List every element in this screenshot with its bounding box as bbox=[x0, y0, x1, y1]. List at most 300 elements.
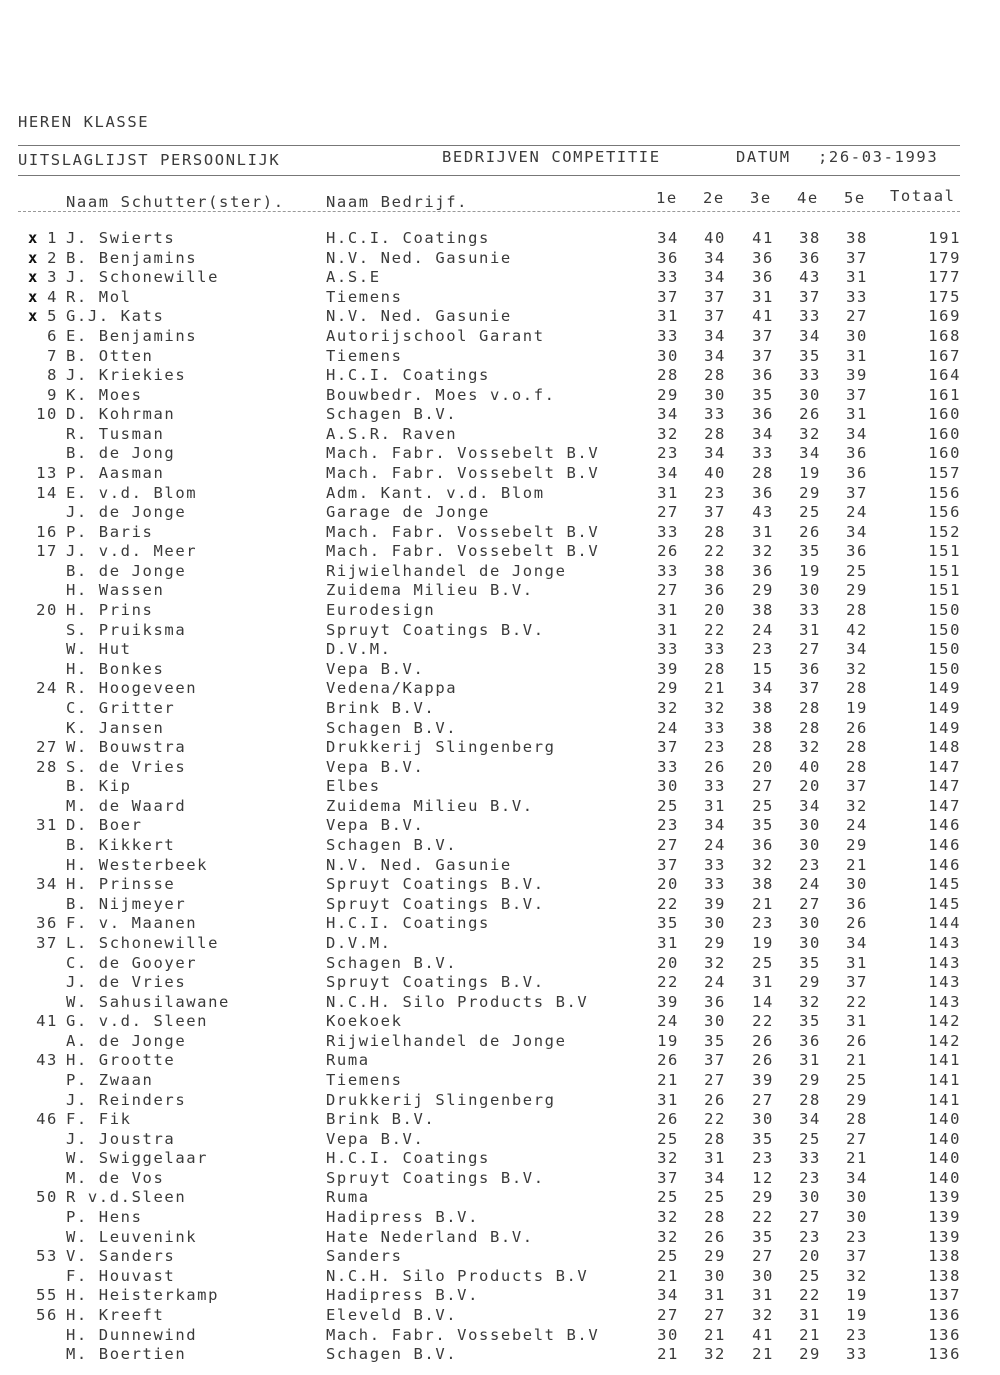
score-round-1: 32 bbox=[657, 698, 679, 717]
rank-number: 27 bbox=[36, 738, 58, 757]
shooter-name: J. Swierts bbox=[66, 229, 176, 247]
company-name: Vepa B.V. bbox=[326, 816, 425, 835]
score-round-1: 32 bbox=[657, 1208, 679, 1226]
score-round-4: 31 bbox=[799, 1305, 821, 1324]
score-total: 149 bbox=[928, 679, 961, 698]
score-round-1: 33 bbox=[657, 561, 679, 580]
table-row bbox=[0, 1326, 1000, 1346]
table-row bbox=[0, 386, 1000, 406]
shooter-name: J. Schonewille bbox=[66, 268, 220, 287]
shooter-name: D. Kohrman bbox=[66, 405, 176, 424]
shooter-name: S. Pruiksma bbox=[66, 620, 187, 639]
score-total: 145 bbox=[928, 894, 961, 913]
company-name: Ruma bbox=[326, 1051, 370, 1070]
score-round-1: 20 bbox=[657, 953, 679, 972]
rank-number: 6 bbox=[47, 326, 58, 345]
score-round-5: 36 bbox=[846, 444, 868, 463]
shooter-name: J. de Jonge bbox=[66, 503, 187, 522]
score-round-3: 25 bbox=[752, 953, 774, 972]
score-round-1: 30 bbox=[657, 1325, 679, 1344]
company-name: N.V. Ned. Gasunie bbox=[326, 855, 512, 874]
score-round-2: 20 bbox=[704, 601, 726, 619]
score-round-4: 31 bbox=[799, 1051, 821, 1070]
table-row bbox=[0, 1051, 1000, 1071]
rank-number: 55 bbox=[36, 1286, 58, 1305]
score-total: 139 bbox=[928, 1188, 961, 1207]
score-round-2: 23 bbox=[704, 483, 726, 502]
shooter-name: H. Dunnewind bbox=[66, 1325, 198, 1344]
table-row bbox=[0, 288, 1000, 308]
score-round-1: 31 bbox=[657, 933, 679, 952]
score-round-3: 21 bbox=[752, 894, 774, 913]
score-round-3: 41 bbox=[752, 1325, 774, 1344]
table-row bbox=[0, 758, 1000, 778]
company-name: Sanders bbox=[326, 1247, 403, 1266]
score-round-2: 25 bbox=[704, 1188, 726, 1207]
score-round-3: 35 bbox=[752, 816, 774, 835]
table-row bbox=[0, 1149, 1000, 1169]
score-round-5: 36 bbox=[846, 542, 868, 561]
score-total: 142 bbox=[928, 1012, 961, 1031]
table-row bbox=[0, 719, 1000, 739]
score-round-5: 34 bbox=[846, 640, 868, 659]
table-row bbox=[0, 601, 1000, 621]
company-name: Spruyt Coatings B.V. bbox=[326, 620, 545, 639]
score-round-2: 32 bbox=[704, 953, 726, 972]
score-round-4: 20 bbox=[799, 777, 821, 796]
column-header-rule bbox=[18, 211, 960, 212]
rank-number: 28 bbox=[36, 757, 58, 776]
score-round-1: 33 bbox=[657, 522, 679, 541]
table-row bbox=[0, 856, 1000, 876]
table-row bbox=[0, 405, 1000, 425]
company-name: Schagen B.V. bbox=[326, 405, 458, 424]
score-total: 147 bbox=[928, 796, 961, 815]
score-round-3: 32 bbox=[752, 542, 774, 561]
rank-number: 41 bbox=[36, 1012, 58, 1031]
score-round-5: 28 bbox=[846, 757, 868, 776]
score-round-2: 28 bbox=[704, 424, 726, 443]
score-round-2: 36 bbox=[704, 992, 726, 1011]
company-name: Spruyt Coatings B.V. bbox=[326, 973, 545, 991]
score-round-5: 37 bbox=[846, 248, 868, 267]
score-round-1: 29 bbox=[657, 679, 679, 698]
shooter-name: R. Hoogeveen bbox=[66, 679, 198, 698]
company-name: H.C.I. Coatings bbox=[326, 366, 490, 385]
score-round-1: 19 bbox=[657, 1031, 679, 1050]
shooter-name: B. Kip bbox=[66, 777, 132, 796]
shooter-name: V. Sanders bbox=[66, 1247, 176, 1266]
score-round-1: 21 bbox=[657, 1266, 679, 1285]
score-round-5: 34 bbox=[846, 1168, 868, 1187]
table-row bbox=[0, 895, 1000, 915]
score-round-3: 39 bbox=[752, 1070, 774, 1089]
score-round-4: 33 bbox=[799, 601, 821, 619]
score-round-2: 32 bbox=[704, 698, 726, 717]
table-row bbox=[0, 425, 1000, 445]
score-round-4: 38 bbox=[799, 229, 821, 247]
score-round-4: 35 bbox=[799, 1012, 821, 1031]
score-total: 146 bbox=[928, 855, 961, 874]
score-round-2: 30 bbox=[704, 1266, 726, 1285]
score-round-4: 24 bbox=[799, 875, 821, 894]
score-round-2: 39 bbox=[704, 894, 726, 913]
company-name: Schagen B.V. bbox=[326, 953, 458, 972]
score-total: 149 bbox=[928, 698, 961, 717]
score-round-4: 35 bbox=[799, 542, 821, 561]
company-name: D.V.M. bbox=[326, 933, 392, 952]
rank-number: 16 bbox=[36, 522, 58, 541]
score-round-3: 38 bbox=[752, 698, 774, 717]
rank-number: 13 bbox=[36, 464, 58, 482]
score-round-5: 28 bbox=[846, 601, 868, 619]
score-round-3: 22 bbox=[752, 1012, 774, 1031]
score-round-1: 37 bbox=[657, 287, 679, 306]
score-total: 160 bbox=[928, 424, 961, 443]
score-round-2: 38 bbox=[704, 561, 726, 580]
score-round-4: 30 bbox=[799, 816, 821, 835]
company-name: Mach. Fabr. Vossebelt B.V bbox=[326, 522, 600, 541]
score-round-1: 27 bbox=[657, 836, 679, 854]
score-round-4: 34 bbox=[799, 1110, 821, 1129]
score-round-2: 24 bbox=[704, 836, 726, 854]
score-round-5: 37 bbox=[846, 385, 868, 404]
company-name: Schagen B.V. bbox=[326, 836, 458, 854]
shooter-name: C. de Gooyer bbox=[66, 953, 198, 972]
score-round-3: 20 bbox=[752, 757, 774, 776]
shooter-name: C. Gritter bbox=[66, 698, 176, 717]
score-round-1: 23 bbox=[657, 444, 679, 463]
score-round-1: 32 bbox=[657, 1149, 679, 1168]
score-total: 150 bbox=[928, 601, 961, 619]
table-row bbox=[0, 797, 1000, 817]
score-round-5: 32 bbox=[846, 659, 868, 678]
score-round-2: 26 bbox=[704, 757, 726, 776]
list-title: UITSLAGLIJST PERSOONLIJK bbox=[18, 151, 281, 169]
score-total: 143 bbox=[928, 953, 961, 972]
shooter-name: M. Boertien bbox=[66, 1345, 187, 1364]
score-round-4: 32 bbox=[799, 992, 821, 1011]
score-total: 164 bbox=[928, 366, 961, 385]
score-round-3: 35 bbox=[752, 385, 774, 404]
score-round-5: 24 bbox=[846, 816, 868, 835]
competition-title: BEDRIJVEN COMPETITIE bbox=[442, 148, 661, 166]
table-row bbox=[0, 934, 1000, 954]
table-row bbox=[0, 484, 1000, 504]
company-name: Schagen B.V. bbox=[326, 718, 458, 737]
score-round-1: 34 bbox=[657, 405, 679, 424]
company-name: Spruyt Coatings B.V. bbox=[326, 1168, 545, 1187]
rank-mark: x bbox=[28, 268, 39, 287]
date-value: ;26-03-1993 bbox=[818, 148, 939, 166]
company-name: Zuidema Milieu B.V. bbox=[326, 796, 534, 815]
score-round-2: 31 bbox=[704, 1286, 726, 1305]
score-round-5: 30 bbox=[846, 875, 868, 894]
shooter-name: J. Joustra bbox=[66, 1129, 176, 1148]
score-round-3: 36 bbox=[752, 561, 774, 580]
score-round-2: 33 bbox=[704, 777, 726, 796]
score-total: 179 bbox=[928, 248, 961, 267]
score-round-5: 30 bbox=[846, 1208, 868, 1226]
company-name: Vepa B.V. bbox=[326, 1129, 425, 1148]
score-round-4: 33 bbox=[799, 366, 821, 385]
score-round-1: 27 bbox=[657, 1305, 679, 1324]
score-round-3: 28 bbox=[752, 738, 774, 757]
table-row bbox=[0, 562, 1000, 582]
score-total: 156 bbox=[928, 483, 961, 502]
table-row bbox=[0, 914, 1000, 934]
score-round-3: 26 bbox=[752, 1051, 774, 1070]
score-round-3: 36 bbox=[752, 366, 774, 385]
score-total: 150 bbox=[928, 620, 961, 639]
score-round-4: 36 bbox=[799, 659, 821, 678]
score-round-5: 33 bbox=[846, 1345, 868, 1364]
score-total: 140 bbox=[928, 1110, 961, 1129]
table-row bbox=[0, 660, 1000, 680]
score-round-4: 30 bbox=[799, 1188, 821, 1207]
table-row bbox=[0, 621, 1000, 641]
shooter-name: R v.d.Sleen bbox=[66, 1188, 187, 1207]
table-row bbox=[0, 777, 1000, 797]
company-name: Brink B.V. bbox=[326, 1110, 436, 1129]
score-round-5: 27 bbox=[846, 1129, 868, 1148]
shooter-name: G.J. Kats bbox=[66, 307, 165, 326]
score-round-3: 23 bbox=[752, 1149, 774, 1168]
score-round-3: 21 bbox=[752, 1345, 774, 1364]
score-round-4: 30 bbox=[799, 385, 821, 404]
company-name: Tiemens bbox=[326, 1070, 403, 1089]
score-round-4: 19 bbox=[799, 561, 821, 580]
score-round-3: 15 bbox=[752, 659, 774, 678]
score-round-4: 19 bbox=[799, 464, 821, 482]
shooter-name: H. Wassen bbox=[66, 581, 165, 600]
shooter-name: K. Moes bbox=[66, 385, 143, 404]
shooter-name: B. Otten bbox=[66, 346, 154, 365]
table-row bbox=[0, 1012, 1000, 1032]
score-total: 145 bbox=[928, 875, 961, 894]
score-round-4: 31 bbox=[799, 620, 821, 639]
score-round-5: 37 bbox=[846, 973, 868, 991]
score-total: 143 bbox=[928, 973, 961, 991]
score-round-3: 27 bbox=[752, 777, 774, 796]
score-round-5: 34 bbox=[846, 522, 868, 541]
table-row bbox=[0, 542, 1000, 562]
score-round-3: 34 bbox=[752, 424, 774, 443]
company-name: Garage de Jonge bbox=[326, 503, 490, 522]
score-round-3: 36 bbox=[752, 248, 774, 267]
score-round-1: 29 bbox=[657, 385, 679, 404]
company-name: Ruma bbox=[326, 1188, 370, 1207]
company-name: N.C.H. Silo Products B.V bbox=[326, 1266, 589, 1285]
score-round-5: 30 bbox=[846, 326, 868, 345]
shooter-name: J. Kriekies bbox=[66, 366, 187, 385]
company-name: H.C.I. Coatings bbox=[326, 1149, 490, 1168]
shooter-name: F. v. Maanen bbox=[66, 914, 198, 933]
company-name: N.C.H. Silo Products B.V bbox=[326, 992, 589, 1011]
table-row bbox=[0, 875, 1000, 895]
company-name: N.V. Ned. Gasunie bbox=[326, 248, 512, 267]
score-round-4: 40 bbox=[799, 757, 821, 776]
shooter-name: B. Nijmeyer bbox=[66, 894, 187, 913]
score-round-4: 33 bbox=[799, 1149, 821, 1168]
score-round-5: 22 bbox=[846, 992, 868, 1011]
company-name: Vepa B.V. bbox=[326, 659, 425, 678]
score-round-1: 22 bbox=[657, 973, 679, 991]
score-total: 137 bbox=[928, 1286, 961, 1305]
table-row bbox=[0, 1110, 1000, 1130]
score-round-4: 27 bbox=[799, 1208, 821, 1226]
column-header-round-4: 4e bbox=[797, 189, 819, 207]
score-round-2: 33 bbox=[704, 640, 726, 659]
table-row bbox=[0, 307, 1000, 327]
table-row bbox=[0, 327, 1000, 347]
table-row bbox=[0, 993, 1000, 1013]
table-row bbox=[0, 1091, 1000, 1111]
company-name: Tiemens bbox=[326, 346, 403, 365]
score-round-5: 39 bbox=[846, 366, 868, 385]
shooter-name: H. Bonkes bbox=[66, 659, 165, 678]
score-round-1: 34 bbox=[657, 229, 679, 247]
score-round-1: 32 bbox=[657, 424, 679, 443]
shooter-name: A. de Jonge bbox=[66, 1031, 187, 1050]
score-round-3: 35 bbox=[752, 1129, 774, 1148]
company-name: Mach. Fabr. Vossebelt B.V bbox=[326, 542, 600, 561]
shooter-name: R. Tusman bbox=[66, 424, 165, 443]
score-round-1: 34 bbox=[657, 464, 679, 482]
score-round-5: 28 bbox=[846, 679, 868, 698]
score-round-1: 25 bbox=[657, 1247, 679, 1266]
score-round-3: 29 bbox=[752, 581, 774, 600]
score-round-2: 30 bbox=[704, 1012, 726, 1031]
score-round-5: 31 bbox=[846, 953, 868, 972]
table-row bbox=[0, 1228, 1000, 1248]
score-round-5: 32 bbox=[846, 1266, 868, 1285]
score-round-5: 23 bbox=[846, 1227, 868, 1246]
score-round-2: 33 bbox=[704, 875, 726, 894]
rank-number: 34 bbox=[36, 875, 58, 894]
score-round-4: 23 bbox=[799, 855, 821, 874]
rank-number: 31 bbox=[36, 816, 58, 835]
score-round-2: 34 bbox=[704, 346, 726, 365]
score-round-5: 24 bbox=[846, 503, 868, 522]
score-round-2: 32 bbox=[704, 1345, 726, 1364]
table-row bbox=[0, 1071, 1000, 1091]
score-round-3: 33 bbox=[752, 444, 774, 463]
score-round-5: 31 bbox=[846, 346, 868, 365]
rank-number: 50 bbox=[36, 1188, 58, 1207]
shooter-name: P. Hens bbox=[66, 1208, 143, 1226]
rank-number: 17 bbox=[36, 542, 58, 561]
table-row bbox=[0, 816, 1000, 836]
score-total: 136 bbox=[928, 1325, 961, 1344]
score-round-5: 36 bbox=[846, 464, 868, 482]
score-round-5: 29 bbox=[846, 836, 868, 854]
score-round-2: 22 bbox=[704, 542, 726, 561]
score-round-4: 28 bbox=[799, 1090, 821, 1109]
rank-number: 46 bbox=[36, 1110, 58, 1129]
score-round-1: 23 bbox=[657, 816, 679, 835]
score-round-4: 23 bbox=[799, 1227, 821, 1246]
rank-mark: x bbox=[28, 229, 39, 247]
score-round-1: 31 bbox=[657, 601, 679, 619]
score-round-3: 38 bbox=[752, 601, 774, 619]
table-row bbox=[0, 836, 1000, 856]
company-name: Rijwielhandel de Jonge bbox=[326, 1031, 567, 1050]
score-round-1: 31 bbox=[657, 307, 679, 326]
shooter-name: J. de Vries bbox=[66, 973, 187, 991]
shooter-name: E. Benjamins bbox=[66, 326, 198, 345]
score-round-2: 27 bbox=[704, 1305, 726, 1324]
score-round-5: 21 bbox=[846, 855, 868, 874]
score-total: 144 bbox=[928, 914, 961, 933]
score-round-3: 36 bbox=[752, 483, 774, 502]
score-round-2: 31 bbox=[704, 796, 726, 815]
score-round-3: 36 bbox=[752, 836, 774, 854]
score-round-2: 37 bbox=[704, 287, 726, 306]
score-round-5: 25 bbox=[846, 561, 868, 580]
score-round-3: 27 bbox=[752, 1090, 774, 1109]
shooter-name: B. de Jong bbox=[66, 444, 176, 463]
score-round-1: 27 bbox=[657, 581, 679, 600]
score-round-4: 32 bbox=[799, 424, 821, 443]
score-round-4: 26 bbox=[799, 522, 821, 541]
table-row bbox=[0, 581, 1000, 601]
score-total: 147 bbox=[928, 777, 961, 796]
score-round-5: 29 bbox=[846, 581, 868, 600]
score-round-5: 29 bbox=[846, 1090, 868, 1109]
score-total: 139 bbox=[928, 1227, 961, 1246]
score-round-4: 20 bbox=[799, 1247, 821, 1266]
score-round-5: 28 bbox=[846, 1110, 868, 1129]
column-header-round-5: 5e bbox=[844, 189, 866, 207]
score-round-3: 32 bbox=[752, 855, 774, 874]
score-round-2: 30 bbox=[704, 385, 726, 404]
score-round-2: 23 bbox=[704, 738, 726, 757]
shooter-name: H. Grootte bbox=[66, 1051, 176, 1070]
score-round-5: 31 bbox=[846, 405, 868, 424]
company-name: A.S.E bbox=[326, 268, 381, 287]
shooter-name: F. Houvast bbox=[66, 1266, 176, 1285]
score-round-4: 28 bbox=[799, 718, 821, 737]
score-round-5: 37 bbox=[846, 483, 868, 502]
table-row bbox=[0, 738, 1000, 758]
score-round-2: 29 bbox=[704, 1247, 726, 1266]
score-round-5: 27 bbox=[846, 307, 868, 326]
shooter-name: B. Benjamins bbox=[66, 248, 198, 267]
company-name: Mach. Fabr. Vossebelt B.V bbox=[326, 1325, 600, 1344]
score-round-1: 37 bbox=[657, 738, 679, 757]
table-row bbox=[0, 1306, 1000, 1326]
rank-number: 5 bbox=[47, 307, 58, 326]
score-total: 151 bbox=[928, 561, 961, 580]
table-row bbox=[0, 347, 1000, 367]
table-row bbox=[0, 1208, 1000, 1228]
score-total: 160 bbox=[928, 405, 961, 424]
score-round-4: 29 bbox=[799, 1070, 821, 1089]
table-row bbox=[0, 1130, 1000, 1150]
score-round-5: 21 bbox=[846, 1051, 868, 1070]
score-round-3: 22 bbox=[752, 1208, 774, 1226]
score-round-3: 14 bbox=[752, 992, 774, 1011]
score-round-1: 37 bbox=[657, 855, 679, 874]
shooter-name: P. Aasman bbox=[66, 464, 165, 482]
rank-number: 3 bbox=[47, 268, 58, 287]
score-round-1: 25 bbox=[657, 796, 679, 815]
score-round-2: 28 bbox=[704, 1208, 726, 1226]
rank-number: 36 bbox=[36, 914, 58, 933]
shooter-name: W. Hut bbox=[66, 640, 132, 659]
score-total: 147 bbox=[928, 757, 961, 776]
